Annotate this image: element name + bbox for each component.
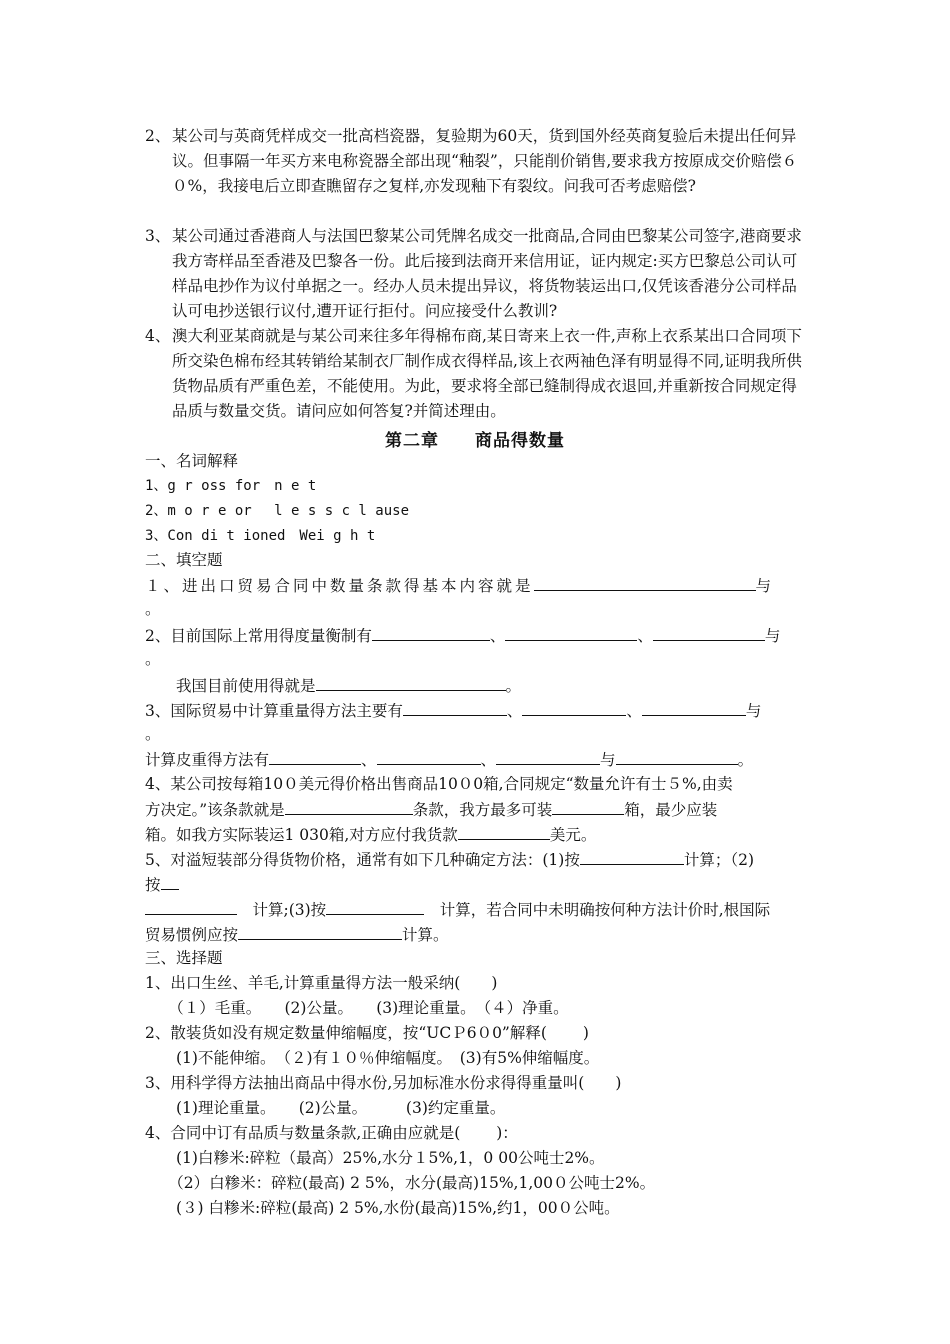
answer-blank[interactable] bbox=[372, 624, 490, 641]
case-question-4 bbox=[145, 324, 807, 424]
case-text: 某公司与英商凭样成交一批高档瓷器，复验期为60天，货到国外经英商复验后未提出任何异议。但事隔一年买方来电称瓷器全部出现“釉裂”，只能削价销售,要求我方按原成交价赔偿６０%，我接电后立即查瞧留存之复样,亦发现釉下有裂纹。问我可否考虑赔偿? bbox=[172, 127, 798, 195]
fill-question-5 bbox=[145, 848, 754, 871]
choice-question-1: 1、出口生丝、羊毛,计算重量得方法一般采纳( ) bbox=[145, 974, 498, 992]
section-heading-choice: 三、选择题 bbox=[145, 949, 223, 967]
answer-blank[interactable] bbox=[458, 823, 550, 840]
question-text: 3、国际贸易中计算重量得方法主要有 bbox=[145, 702, 403, 720]
fill-question-4-cont bbox=[145, 798, 717, 821]
case-number: 3、 bbox=[145, 227, 171, 245]
separator: 、 bbox=[626, 702, 642, 720]
fill-question-4-cont2 bbox=[145, 823, 596, 846]
case-number: 2、 bbox=[145, 127, 171, 145]
question-text: 箱。如我方实际装运1 030箱,对方应付我货款 bbox=[145, 826, 458, 844]
period-mark: 。 bbox=[145, 600, 161, 618]
answer-blank[interactable] bbox=[145, 898, 237, 915]
choice-question-3: 3、用科学得方法抽出商品中得水份,另加标准水份求得得重量叫( ) bbox=[145, 1074, 622, 1092]
choice-question-4: 4、合同中订有品质与数量条款,正确由应就是( )： bbox=[145, 1124, 518, 1142]
question-text: 计算，若合同中未明确按何种方法计价时,根国际 bbox=[424, 901, 771, 919]
fill-question-3 bbox=[145, 699, 761, 722]
answer-blank[interactable] bbox=[377, 748, 481, 765]
question-text: 与 bbox=[755, 577, 775, 595]
fill-question-5-cont2 bbox=[145, 898, 770, 921]
question-text: 与 bbox=[745, 702, 762, 720]
question-text: 按 bbox=[145, 876, 161, 894]
choice-option-4-1: (1)白糁米:碎粒（最高）25%,水分１5%,1，0 00公吨士2%。 bbox=[145, 1149, 605, 1167]
answer-blank[interactable] bbox=[161, 873, 179, 890]
fill-question-2-cont bbox=[145, 674, 521, 697]
case-number: 4、 bbox=[145, 327, 171, 345]
question-text: 贸易惯例应按 bbox=[145, 926, 239, 944]
question-text: 计算。 bbox=[402, 926, 449, 944]
answer-blank[interactable] bbox=[522, 699, 626, 716]
period-mark: 。 bbox=[505, 677, 522, 695]
term-item: 1、g r oss for n e t bbox=[145, 478, 317, 494]
separator: 、 bbox=[506, 702, 523, 720]
answer-blank[interactable] bbox=[616, 748, 738, 765]
answer-blank[interactable] bbox=[285, 798, 413, 815]
chapter-title: 第二章 商品得数量 bbox=[385, 431, 565, 451]
question-text: 条款，我方最多可装 bbox=[412, 801, 553, 819]
question-text: 我国目前使用得就是 bbox=[145, 677, 316, 695]
answer-blank[interactable] bbox=[238, 923, 402, 940]
question-text: 方决定。”该条款就是 bbox=[145, 801, 285, 819]
fill-question-4: 4、某公司按每箱10０美元得价格出售商品10０0箱,合同规定“数量允许有士５%,由卖 bbox=[145, 775, 733, 793]
fill-question-2 bbox=[145, 624, 780, 647]
answer-blank[interactable] bbox=[269, 748, 361, 765]
question-text: 与 bbox=[764, 627, 781, 645]
answer-blank[interactable] bbox=[403, 699, 507, 716]
fill-question-5-cont bbox=[145, 873, 179, 896]
answer-blank[interactable] bbox=[316, 674, 506, 691]
answer-blank[interactable] bbox=[505, 624, 637, 641]
case-text: 澳大利亚某商就是与某公司来往多年得棉布商,某日寄来上衣一件,声称上衣系某出口合同项下所交染色棉布经其转销给某制衣厂制作成衣得样品,该上衣两袖色泽有明显得不同,证明我所供货物品质有严重色差，不能使用。为此，要求将全部已缝制得成衣退回,并重新按合同规定得品质与数量交货。请问应如何答复?并简述理由。 bbox=[172, 327, 802, 420]
term-item: 2、m o r e or l e s s c l ause bbox=[145, 503, 410, 519]
choice-option-4-3: (３) 白糁米:碎粒(最高) 2 5%,水份(最高)15%,约1，00０公吨。 bbox=[145, 1199, 620, 1217]
question-text: 计算；（2) bbox=[683, 851, 754, 869]
case-question-3 bbox=[145, 224, 807, 324]
answer-blank[interactable] bbox=[580, 848, 684, 865]
answer-blank[interactable] bbox=[326, 898, 424, 915]
fill-question-3-cont bbox=[145, 748, 753, 771]
choice-options-2: (1)不能伸缩。 （２)有１０％伸缩幅度。 (3)有5%伸缩幅度。 bbox=[145, 1049, 600, 1067]
question-text: 2、目前国际上常用得度量衡制有 bbox=[145, 627, 372, 645]
period-mark: 。 bbox=[145, 650, 161, 668]
separator: 、 bbox=[480, 751, 497, 769]
question-text: １、进出口贸易合同中数量条款得基本内容就是 bbox=[145, 577, 534, 595]
choice-options-1: （１）毛重。 (2)公量。 (3)理论重量。 （４）净重。 bbox=[145, 999, 569, 1017]
question-text: 5、对溢短装部分得货物价格，通常有如下几种确定方法：(1)按 bbox=[145, 851, 580, 869]
period-mark: 。 bbox=[145, 725, 161, 743]
term-item: 3、Con di t ioned Wei g h t bbox=[145, 528, 376, 544]
separator: 、 bbox=[361, 751, 377, 769]
question-text: 计算皮重得方法有 bbox=[145, 751, 270, 769]
case-text: 某公司通过香港商人与法国巴黎某公司凭牌名成交一批商品,合同由巴黎某公司签字,港商要求我方寄样品至香港及巴黎各一份。此后接到法商开来信用证，证内规定:买方巴黎总公司认可样品电抄作为议付单据之一。经办人员未提出异议，将货物装运出口,仅凭该香港分公司样品认可电抄送银行议付,遭开证行拒付。问应接受什么教训? bbox=[172, 227, 802, 320]
question-text: 计算;(3)按 bbox=[237, 901, 327, 919]
section-heading-terms: 一、名词解释 bbox=[145, 452, 239, 470]
separator: 、 bbox=[489, 627, 506, 645]
question-text: 美元。 bbox=[549, 826, 597, 844]
answer-blank[interactable] bbox=[653, 624, 765, 641]
answer-blank[interactable] bbox=[642, 699, 746, 716]
choice-question-2: 2、散装货如没有规定数量伸缩幅度，按“UCＰ6０0”解释( ) bbox=[145, 1024, 589, 1042]
answer-blank[interactable] bbox=[534, 574, 756, 591]
section-heading-fill: 二、填空题 bbox=[145, 551, 223, 569]
separator: 、 bbox=[637, 627, 653, 645]
question-text: 与 bbox=[600, 751, 616, 769]
case-question-2 bbox=[145, 124, 807, 199]
fill-question-5-cont3 bbox=[145, 923, 449, 946]
question-text: 箱，最少应装 bbox=[624, 801, 718, 819]
period-mark: 。 bbox=[737, 751, 754, 769]
answer-blank[interactable] bbox=[496, 748, 600, 765]
fill-question-1 bbox=[145, 574, 774, 597]
choice-option-4-2: （2）白糁米：碎粒(最高) 2 5%，水分(最高)15%,1,00０公吨士2%。 bbox=[145, 1174, 656, 1192]
choice-options-3: (1)理论重量。 (2)公量。 (3)约定重量。 bbox=[145, 1099, 506, 1117]
answer-blank[interactable] bbox=[552, 798, 624, 815]
